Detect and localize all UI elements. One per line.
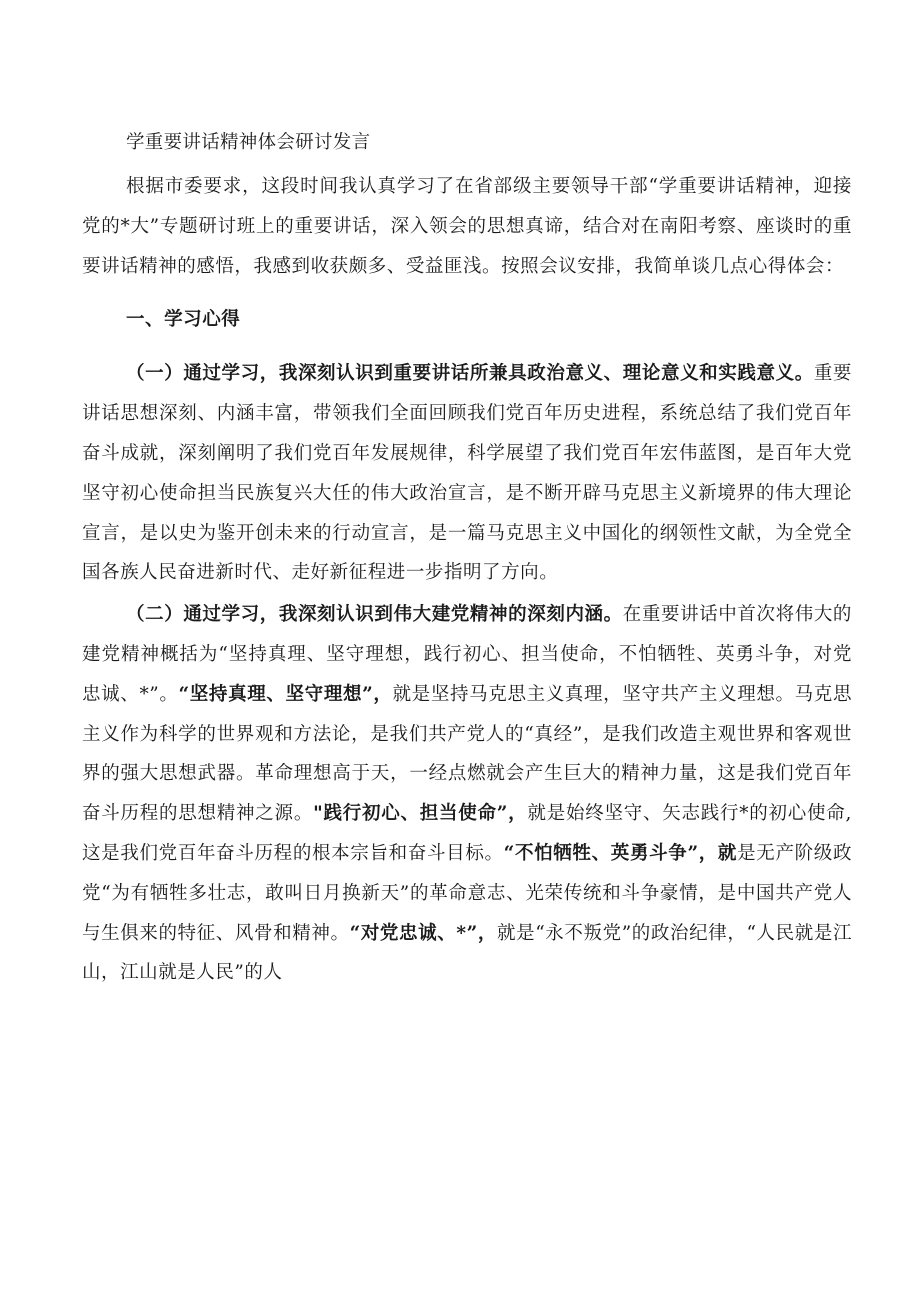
point2-bold1: “坚持真理、坚守理想”，: [178, 683, 393, 705]
point2-text2: 就是坚持马克思主义真理，坚守共产主义理想。马克思主义作为科学的世界观和方法论，是我们共产党人的“真经”，是我们改造主观世界和客观世界的强大思想武器。革命理想高于天，一经点燃就会产生巨大的精神力量，这是我们党百年奋斗历程的思想精神之源。: [82, 683, 853, 825]
point2-lead: （二）通过学习，我深刻认识到伟大建党精神的深刻内涵。: [126, 604, 623, 626]
point2-paragraph: [82, 595, 852, 993]
point2-bold4: “对党忠诚、*”，: [349, 922, 497, 944]
point1-paragraph: [82, 354, 852, 593]
point2-text5: 就是“永不叛党”的政治纪律，“人民就是江山，江山就是人民”的人: [82, 922, 853, 984]
document-title: 学重要讲话精神体会研讨发言: [126, 132, 371, 153]
point1-lead: （一）通过学习，我深刻认识到重要讲话所兼具政治意义、理论意义和实践意义。: [126, 363, 814, 385]
document-page: [82, 118, 852, 993]
point2-text3: 就是始终坚守、矢志践行*的初心使命,这是我们党百年奋斗历程的根本宗旨和奋斗目标。: [82, 803, 852, 864]
point2-bold3: “不怕牺牲、英勇斗争”，就: [503, 842, 738, 864]
point2-text4: 是无产阶级政党“为有牺牲多壮志，敢叫日月换新天”的革命意志、光荣传统和斗争豪情，是中国共产党人与生俱来的特征、风骨和精神。: [82, 842, 852, 944]
point1-body: 重要讲话思想深刻、内涵丰富，带领我们全面回顾我们党百年历史进程，系统总结了我们党百年奋斗成就，深刻阐明了我们党百年发展规律，科学展望了我们党百年宏伟蓝图，是百年大党坚守初心使命担当民族复兴大任的伟大政治宣言，是不断开辟马克思主义新境界的伟大理论宣言，是以史为鉴开创未来的行动宣言，是一篇马克思主义中国化的纲领性文献，为全党全国各族人民奋进新时代、走好新征程进一步指明了方向。: [82, 363, 852, 584]
section-heading: 一、学习心得: [126, 309, 241, 331]
point2-text1: 在重要讲话中首次将伟大的建党精神概括为“坚持真理、坚守理想，践行初心、担当使命，不怕牺牲、英勇斗争，对党忠诚、*”。: [82, 604, 852, 705]
intro-paragraph: 根据市委要求，这段时间我认真学习了在省部级主要领导干部“学重要讲话精神，迎接党的*大”专题研讨班上的重要讲话，深入领会的思想真谛，结合对在南阳考察、座谈时的重要讲话精神的感悟，我感到收获颇多、受益匪浅。按照会议安排，我简单谈几点心得体会：: [82, 176, 852, 277]
point2-bold2: "践行初心、担当使命”，: [313, 803, 528, 825]
